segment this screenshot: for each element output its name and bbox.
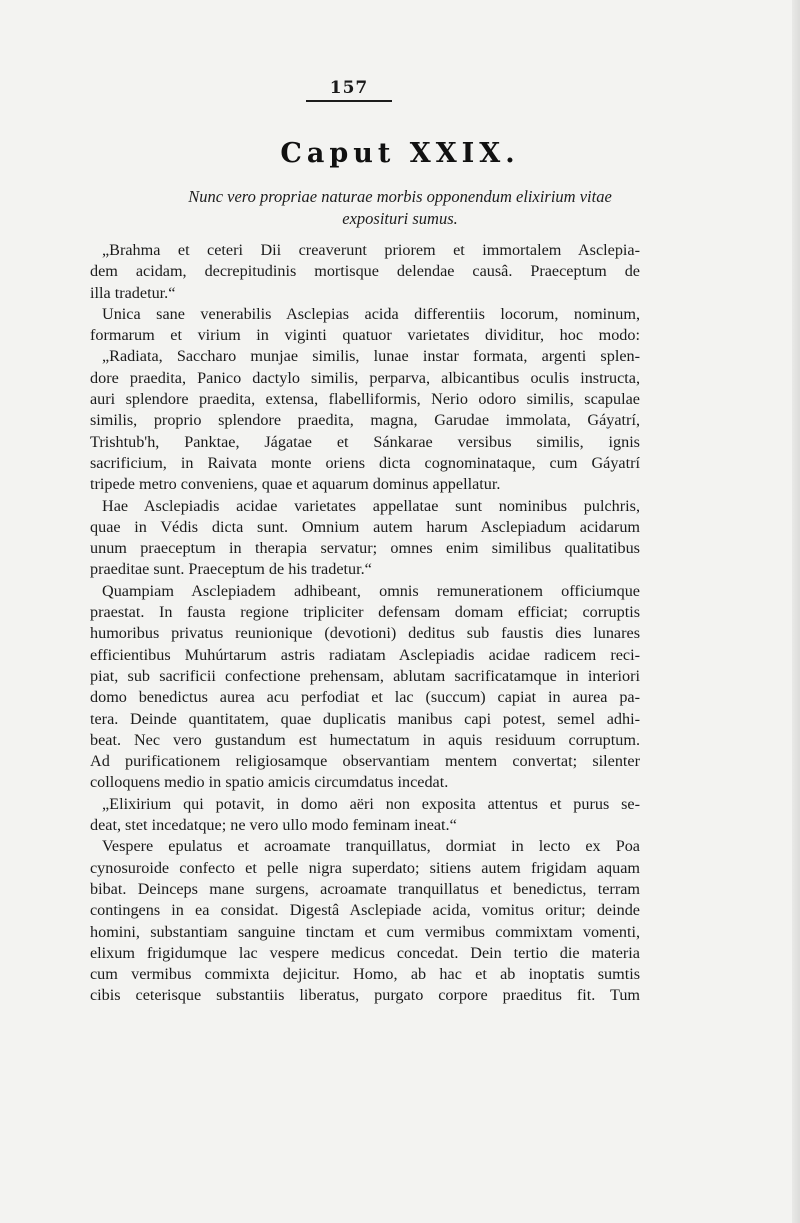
text-line: Trishtub'h, Panktae, Jágatae et Sánkarae versibus similis, ignis bbox=[90, 432, 640, 451]
text-line: elixum frigidumque lac vespere medicus concedat. Dein tertio die materia bbox=[90, 943, 640, 962]
text-line: cibis ceterisque substantiis liberatus, purgato corpore praeditus fit. Tum bbox=[90, 986, 640, 1005]
text-line: Hae Asclepiadis acidae varietates appellatae sunt nominibus pulchris, bbox=[102, 496, 640, 515]
text-line: Vespere epulatus et acroamate tranquillatus, dormiat in lecto ex Poa bbox=[102, 837, 640, 856]
subtitle-line: expositurі sumus. bbox=[342, 209, 458, 228]
text-line: bibat. Deinceps mane surgens, acroamate tranquillatus et benedictus, terram bbox=[90, 879, 640, 898]
text-line: cum vermibus commixta dejicitur. Homo, ab hac et ab inoptatis sumtis bbox=[90, 965, 640, 984]
subtitle-line: Nunc vero propriae naturae morbis opponendum elixirium vitae bbox=[188, 187, 612, 206]
text-line: Unica sane venerabilis Asclepias acida differentiis locorum, nominum, bbox=[102, 304, 640, 323]
text-line: praeditae sunt. Praeceptum de his tradetur.“ bbox=[90, 560, 372, 579]
text-line: formarum et virium in viginti quatuor varietates dividitur, hoc modo: bbox=[90, 326, 640, 345]
text-line: praestat. In fausta regione tripliciter defensam domam efficiat; corruptis bbox=[90, 603, 640, 622]
text-line: colloquens medio in spatio amicis circumdatus incedat. bbox=[90, 773, 449, 792]
text-line: sacrificium, in Raivata monte oriens dicta cognominataque, cum Gáyatrí bbox=[90, 453, 640, 472]
page-number-rule bbox=[306, 100, 392, 102]
text-line: piat, sub sacrificii confectione prehensam, ablutam sacrificatamque in interiori bbox=[90, 666, 640, 685]
chapter-title: Caput XXIX. bbox=[280, 138, 520, 169]
text-line: quae in Védis dicta sunt. Omnium autem harum Asclepiadum acidarum bbox=[90, 517, 640, 536]
text-line: Quampiam Asclepiadem adhibeant, omnis remunerationem officiumque bbox=[102, 581, 640, 600]
text-line: auri splendore praedita, extensa, flabelliformis, Nerio odoro similis, scapulae bbox=[90, 390, 640, 409]
text-line: „Radiata, Saccharo munjae similis, lunae instar formata, argenti splen- bbox=[102, 347, 640, 366]
text-line: „Brahma et ceteri Dii creaverunt priorem et immortalem Asclepia- bbox=[102, 241, 640, 259]
chapter-subtitle bbox=[170, 186, 630, 230]
text-line: „Elixirium qui potavit, in domo aëri non exposita attentus et purus se- bbox=[102, 794, 640, 813]
text-line: homini, substantiam sanguine tinctam et cum vermibus commixtam vomenti, bbox=[90, 922, 640, 941]
text-line: cynosuroide confecto et pelle nigra superdato; sitiens autem frigidam aquam bbox=[90, 858, 640, 877]
text-line: humoribus privatus reunionique (devotioni) deditus sub faustis dies lunares bbox=[90, 624, 640, 643]
text-line: contingens in ea considat. Digestâ Asclepiade acida, vomitus oritur; deinde bbox=[90, 901, 640, 920]
text-line: domo benedictus aurea acu perfodiat et lac (succum) capiat in aurea pa- bbox=[90, 688, 640, 707]
text-line: tripede metro conveniens, quae et aquarum dominus appellatur. bbox=[90, 475, 501, 494]
text-line: unum praeceptum in therapia servatur; omnes enim similibus qualitatibus bbox=[90, 539, 640, 558]
text-line: efficientibus Muhúrtarum astris radiatam Asclepiadis acidae radicem reci- bbox=[90, 645, 640, 664]
body-text bbox=[90, 240, 640, 1007]
text-line: illa tradetur.“ bbox=[90, 283, 176, 302]
text-line: beat. Nec vero gustandum est humectatum in aquis residuum corruptum. bbox=[90, 730, 640, 749]
text-line: similis, proprio splendore praedita, magna, Garudae immolata, Gáyatrí, bbox=[90, 411, 640, 430]
text-line: dore praedita, Panico dactylo similis, perparva, albicantibus oculis instructa, bbox=[90, 368, 640, 387]
scan-edge bbox=[792, 0, 800, 1223]
page-number: 157 bbox=[329, 78, 369, 98]
text-line: dem acidam, decrepitudinis mortisque delendae causâ. Praeceptum de bbox=[90, 262, 640, 281]
text-line: deat, stet incedatque; ne vero ullo modo feminam ineat.“ bbox=[90, 816, 457, 835]
text-line: tera. Deinde quantitatem, quae duplicatis manibus capi potest, semel adhi- bbox=[90, 709, 640, 728]
text-line: Ad purificationem religiosamque observantiam mentem convertat; silenter bbox=[90, 752, 640, 771]
